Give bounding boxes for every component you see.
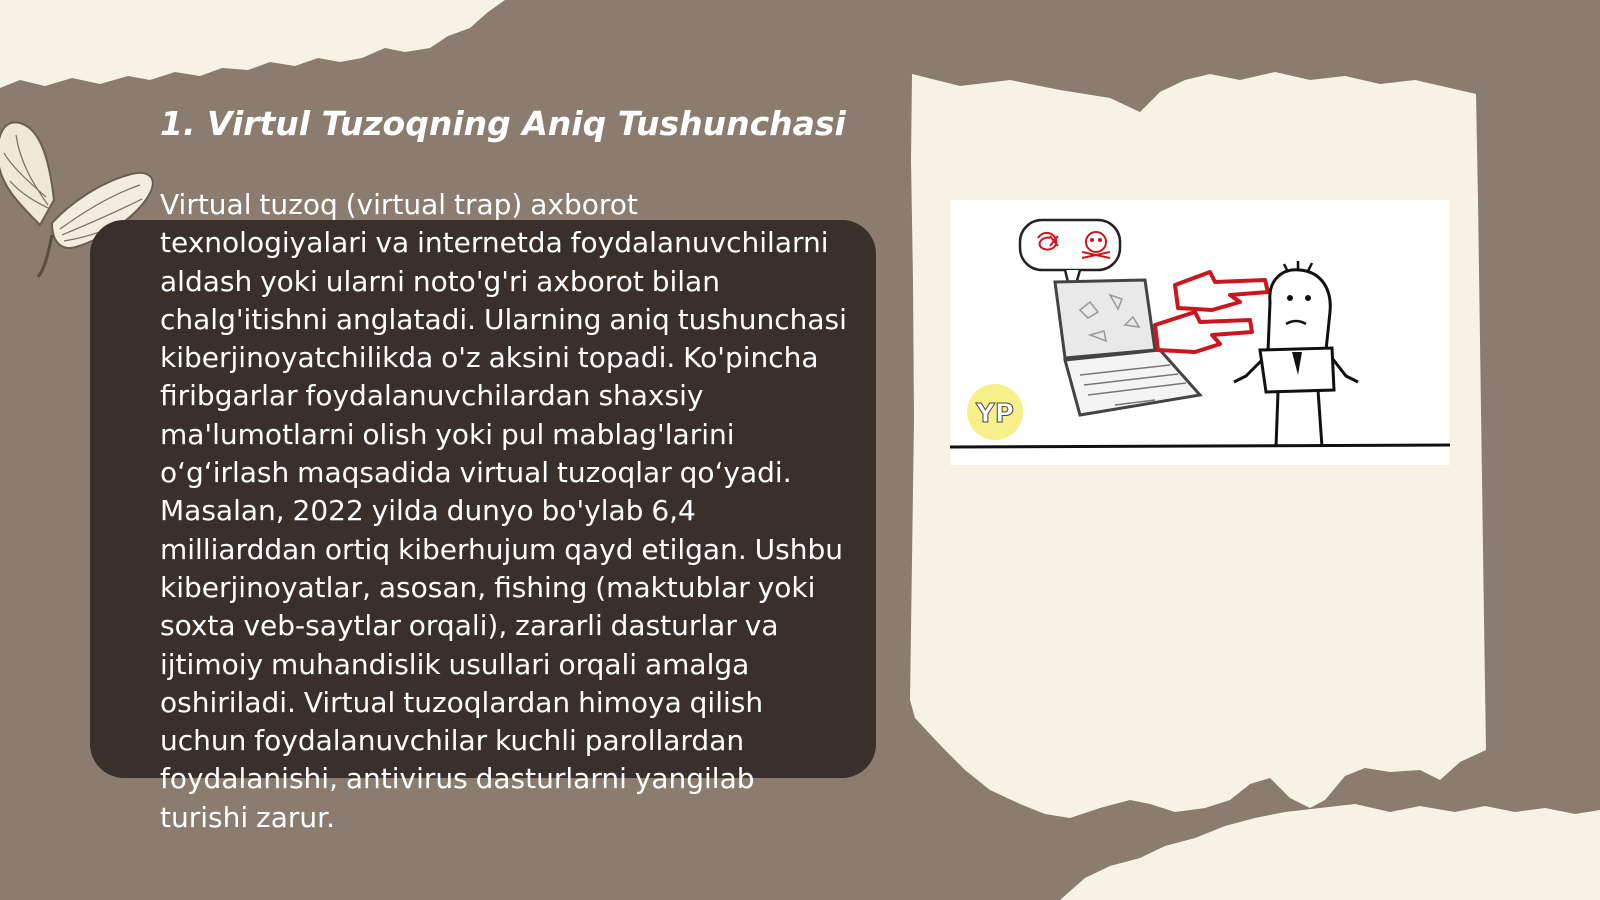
illustration-logo: YP xyxy=(976,399,1014,429)
hacker-laptop-illustration xyxy=(950,200,1450,465)
slide-title: 1. Virtul Tuzoqning Aniq Tushunchasi xyxy=(160,104,846,143)
slide-body-text: Virtual tuzoq (virtual trap) axborot texnologiyalari va internetda foydalanuvchilarni aldash yoki ularni noto'g'ri axborot bilan chalg'itishni anglatadi. Ularning aniq tushunchasi kiberjinoyatchilikda o'z aksini topadi. Ko'pincha firibgarlar foydalanuvchilardan shaxsiy ma'lumotlarni olish yoki pul mablag'larini o‘g‘irlash maqsadida virtual tuzoqlar qo‘yadi. Masalan, 2022 yilda dunyo bo'ylab 6,4 milliarddan ortiq kiberhujum qayd etilgan. Ushbu kiberjinoyatlar, asosan, fishing (maktublar yoki soxta veb-saytlar orqali), zararli dasturlar va ijtimoiy muhandislik usullari orqali amalga oshiriladi. Virtual tuzoqlardan himoya qilish uchun foydalanuvchilar kuchli parollardan foydalanishi, antivirus dasturlarni yangilab turishi zarur. xyxy=(160,188,847,834)
